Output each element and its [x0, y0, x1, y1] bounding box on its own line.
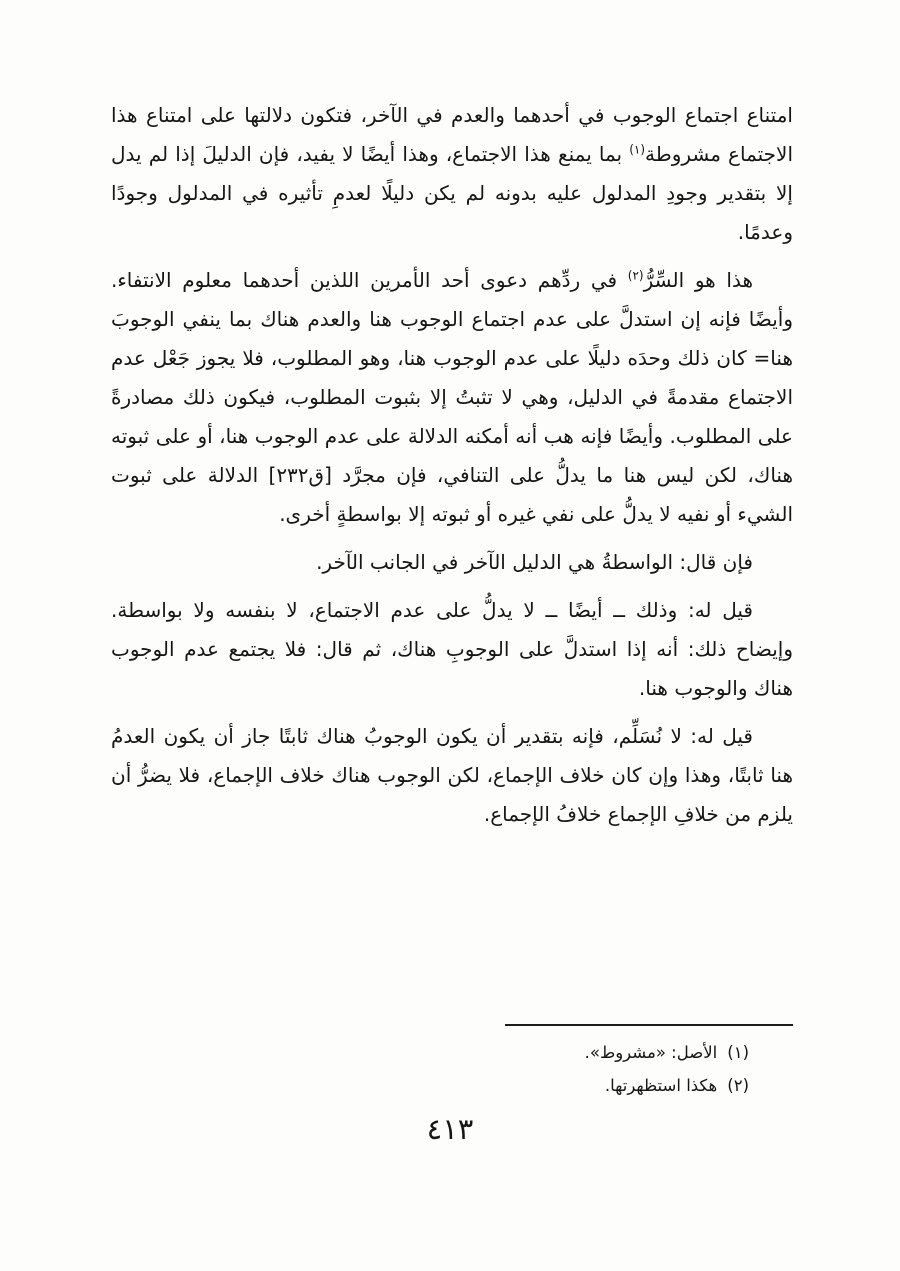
paragraph-3-text: فإن قال: الواسطةُ هي الدليل الآخر في الجانب الآخر. [316, 550, 753, 574]
paragraph-3 [111, 543, 793, 582]
footnote-1-text: الأصل: «مشروط». [584, 1043, 718, 1062]
paragraph-5 [111, 717, 793, 834]
paragraph-4 [111, 591, 793, 708]
footnote-1-marker: (١) [727, 1043, 749, 1062]
paragraph-2-text-a: هذا هو السِّرُّ [643, 268, 753, 292]
paragraph-1-text-a: امتناع اجتماع الوجوب في أحدهما والعدم في الآخر، فتكون دلالتها على امتناع هذا الاجتماع مشروطة [111, 103, 794, 166]
paragraph-1-text-b: بما يمنع هذا الاجتماع، وهذا أيضًا لا يفيد، فإن الدليلَ إذا لم يدل إلا بتقدير وجودِ المدلول عليه بدونه لم يكن دليلًا لعدمِ تأثيره في المدلول وجودًا وعدمًا. [111, 142, 793, 244]
paragraph-1 [111, 96, 793, 252]
footnote-ref-1: (١) [629, 142, 646, 157]
footnote-2-marker: (٢) [727, 1076, 749, 1095]
main-text-block [111, 96, 793, 843]
paragraph-2-text-b: في ردِّهم دعوى أحد الأمرين اللذين أحدهما معلوم الانتفاء. وأيضًا فإنه إن استدلَّ على عدم اجتماع الوجوب هنا والعدم هناك بما ينفي الوجوبَ هنا= كان ذلك وحدَه دليلًا على عدم الوجوب هنا، وهو المطلوب، فلا يجوز جَعْل عدم الاجتماع مقدمةً في الدليل، وهي لا تثبتُ إلا بثبوت المطلوب، فيكون ذلك مصادرةً على المطلوب. وأيضًا فإنه هب أنه أمكنه الدلالة على عدم الوجوب هنا، أو على ثبوته هناك، لكن ليس هنا ما يدلُّ على التنافي، فإن مجرَّد [ق٢٣٢] الدلالة على ثبوت الشيء أو نفيه لا يدلُّ على نفي غيره أو ثبوته إلا بواسطةٍ أخرى. [111, 268, 793, 526]
footnote-2 [111, 1069, 793, 1102]
footnote-1 [111, 1036, 793, 1069]
footnote-ref-2: (٢) [627, 268, 644, 283]
paragraph-5-text: قيل له: لا نُسَلِّم، فإنه بتقدير أن يكون الوجوبُ هناك ثابتًا جاز أن يكون العدمُ هنا ثابتًا، وهذا وإن كان خلاف الإجماع، لكن الوجوب هناك خلاف الإجماع، فلا يضرُّ أن يلزم من خلافِ الإجماع خلافُ الإجماع. [111, 724, 793, 826]
paragraph-2 [111, 261, 793, 534]
footnote-2-text: هكذا استظهرتها. [604, 1076, 718, 1095]
footnotes-section [111, 1024, 793, 1102]
paragraph-4-text: قيل له: وذلك ــ أيضًا ــ لا يدلُّ على عدم الاجتماع، لا بنفسه ولا بواسطة. وإيضاح ذلك: أنه إذا استدلَّ على الوجوبِ هناك، ثم قال: فلا يجتمع عدم الوجوب هناك والوجوب هنا. [111, 598, 793, 700]
footnote-divider [505, 1024, 793, 1026]
page-number: ٤١٣ [426, 1112, 474, 1146]
